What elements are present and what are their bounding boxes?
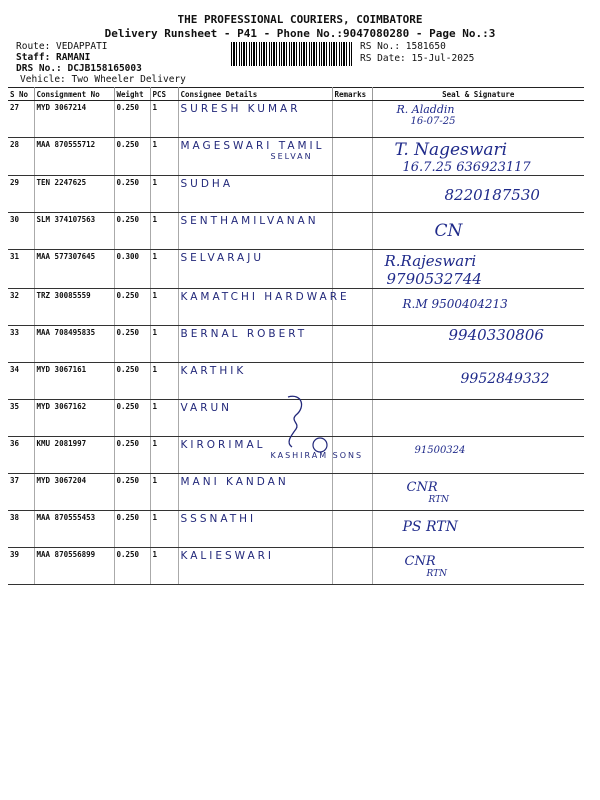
consignee-cell [178, 138, 332, 176]
weight-cell: 0.250 [114, 548, 150, 585]
pcs-cell: 1 [150, 511, 178, 548]
weight-cell: 0.250 [114, 176, 150, 213]
remarks-cell [332, 326, 372, 363]
signature-cell [372, 400, 584, 437]
col-signature: Seal & Signature [372, 88, 584, 101]
pcs-cell: 1 [150, 289, 178, 326]
signature-text-line2: 16-07-25 [410, 116, 456, 127]
weight-cell: 0.250 [114, 511, 150, 548]
sno-cell: 29 [8, 176, 34, 213]
consignee-cell [178, 511, 332, 548]
weight-cell: 0.250 [114, 101, 150, 138]
consignment-cell: MAA 708495835 [34, 326, 114, 363]
table-row [8, 101, 584, 138]
remarks-cell [332, 250, 372, 289]
consignee-cell [178, 474, 332, 511]
bracket-mark [282, 393, 342, 453]
signature-text: CNR [404, 554, 436, 569]
signature-text: 91500324 [414, 445, 466, 456]
consignee-name: KALIESWARI [180, 550, 275, 562]
signature-text-line2: RTN [426, 569, 447, 579]
signature-text: R.M 9500404213 [402, 297, 508, 311]
sno-cell: 32 [8, 289, 34, 326]
consignee-name: KIRORIMAL [180, 439, 266, 451]
drs-label: DRS No.: DCJB158165003 [16, 63, 142, 74]
runsheet-table [8, 87, 584, 585]
signature-cell [372, 176, 584, 213]
table-row [8, 548, 584, 585]
consignee-name: KAMATCHI HARDWARE [180, 291, 350, 303]
sno-cell: 31 [8, 250, 34, 289]
consignee-cell [178, 176, 332, 213]
signature-cell [372, 474, 584, 511]
signature-text: 8220187530 [444, 186, 540, 204]
col-remarks: Remarks [332, 88, 372, 101]
signature-cell [372, 250, 584, 289]
weight-cell: 0.250 [114, 363, 150, 400]
signature-cell [372, 363, 584, 400]
weight-cell: 0.250 [114, 326, 150, 363]
sno-cell: 35 [8, 400, 34, 437]
remarks-cell [332, 176, 372, 213]
pcs-cell: 1 [150, 400, 178, 437]
consignee-name: SENTHAMILVANAN [180, 215, 319, 227]
consignment-cell: MAA 870555453 [34, 511, 114, 548]
table-row [8, 511, 584, 548]
consignee-cell [178, 101, 332, 138]
consignment-cell: MYD 3067162 [34, 400, 114, 437]
signature-cell [372, 437, 584, 474]
consignee-cell [178, 289, 350, 326]
signature-text: CN [434, 221, 463, 241]
table-header-row [8, 88, 584, 101]
col-weight: Weight [114, 88, 150, 101]
signature-cell [372, 326, 584, 363]
consignment-cell: MYD 3067161 [34, 363, 114, 400]
consignee-name-line2: KASHIRAM SONS [270, 451, 364, 460]
route-label: Route: VEDAPPATI [16, 41, 108, 52]
signature-text: 9952849332 [460, 371, 550, 387]
sno-cell: 28 [8, 138, 34, 176]
table-row [8, 176, 584, 213]
consignee-cell [178, 326, 332, 363]
signature-cell [372, 511, 584, 548]
pcs-cell: 1 [150, 474, 178, 511]
consignee-cell [178, 213, 332, 250]
pcs-cell: 1 [150, 326, 178, 363]
col-sno: S No [8, 88, 34, 101]
sno-cell: 37 [8, 474, 34, 511]
weight-cell: 0.250 [114, 437, 150, 474]
weight-cell: 0.250 [114, 289, 150, 326]
vehicle-label: Vehicle: Two Wheeler Delivery [20, 74, 186, 85]
circled-mark [313, 438, 327, 452]
consignee-name: KARTHIK [180, 365, 247, 377]
pcs-cell: 1 [150, 101, 178, 138]
pcs-cell: 1 [150, 437, 178, 474]
consignee-name: SUDHA [180, 178, 234, 190]
sno-cell: 27 [8, 101, 34, 138]
rs-number: RS No.: 1581650 [360, 41, 446, 52]
pcs-cell: 1 [150, 363, 178, 400]
remarks-cell [332, 511, 372, 548]
table-row [8, 326, 584, 363]
signature-cell [372, 548, 584, 585]
remarks-cell [332, 213, 372, 250]
col-pcs: PCS [150, 88, 178, 101]
sno-cell: 30 [8, 213, 34, 250]
table-row [8, 138, 584, 176]
remarks-cell [332, 138, 372, 176]
consignee-name: BERNAL ROBERT [180, 328, 308, 340]
consignment-cell: MYD 3067204 [34, 474, 114, 511]
consignment-cell: KMU 2081997 [34, 437, 114, 474]
pcs-cell: 1 [150, 176, 178, 213]
remarks-cell [332, 289, 372, 326]
signature-cell [372, 138, 584, 176]
consignment-cell: MAA 870555712 [34, 138, 114, 176]
pcs-cell: 1 [150, 548, 178, 585]
col-consignment: Consignment No [34, 88, 114, 101]
signature-cell [372, 289, 584, 326]
table-row [8, 250, 584, 289]
barcode [231, 42, 353, 66]
rs-date: RS Date: 15-Jul-2025 [360, 53, 475, 64]
signature-text: PS RTN [402, 519, 458, 535]
consignee-name: SELVARAJU [180, 252, 265, 264]
signature-text-line2: RTN [428, 495, 449, 505]
consignee-name: MANI KANDAN [180, 476, 289, 488]
pcs-cell: 1 [150, 138, 178, 176]
weight-cell: 0.300 [114, 250, 150, 289]
table-row [8, 289, 584, 326]
consignee-cell [178, 250, 332, 289]
sno-cell: 33 [8, 326, 34, 363]
consignment-cell: MYD 3067214 [34, 101, 114, 138]
sno-cell: 36 [8, 437, 34, 474]
col-consignee: Consignee Details [178, 88, 332, 101]
remarks-cell [332, 474, 372, 511]
company-title: THE PROFESSIONAL COURIERS, COIMBATORE [177, 13, 423, 26]
table-row [8, 213, 584, 250]
table-row [8, 474, 584, 511]
signature-text: R. Aladdin [396, 103, 455, 116]
consignment-cell: MAA 577307645 [34, 250, 114, 289]
signature-text-line2: 16.7.25 636923117 [402, 160, 531, 175]
consignee-name-line2: SELVAN [270, 152, 313, 161]
pcs-cell: 1 [150, 250, 178, 289]
consignee-name: SURESH KUMAR [180, 103, 301, 115]
consignment-cell: TEN 2247625 [34, 176, 114, 213]
signature-text: R.Rajeswari [384, 252, 477, 270]
remarks-cell [332, 548, 372, 585]
staff-label: Staff: RAMANI [16, 52, 91, 63]
consignment-cell: TRZ 30085559 [34, 289, 114, 326]
consignment-cell: MAA 870556899 [34, 548, 114, 585]
consignee-name: VARUN [180, 402, 233, 414]
sno-cell: 39 [8, 548, 34, 585]
consignment-cell: SLM 374107563 [34, 213, 114, 250]
runsheet-subtitle: Delivery Runsheet - P41 - Phone No.:9047080280 - Page No.:3 [104, 27, 496, 40]
sno-cell: 38 [8, 511, 34, 548]
sno-cell: 34 [8, 363, 34, 400]
weight-cell: 0.250 [114, 138, 150, 176]
signature-text: CNR [406, 480, 438, 495]
signature-text-line2: 9790532744 [386, 270, 482, 288]
consignee-name: MAGESWARI TAMIL [180, 140, 325, 152]
signature-cell [372, 101, 584, 138]
signature-cell [372, 213, 584, 250]
consignee-cell [178, 548, 332, 585]
weight-cell: 0.250 [114, 400, 150, 437]
weight-cell: 0.250 [114, 474, 150, 511]
signature-text: 9940330806 [448, 326, 544, 344]
consignee-name: SSSNATHI [180, 513, 257, 525]
signature-text: T. Nageswari [394, 140, 508, 160]
remarks-cell [332, 101, 372, 138]
pcs-cell: 1 [150, 213, 178, 250]
weight-cell: 0.250 [114, 213, 150, 250]
